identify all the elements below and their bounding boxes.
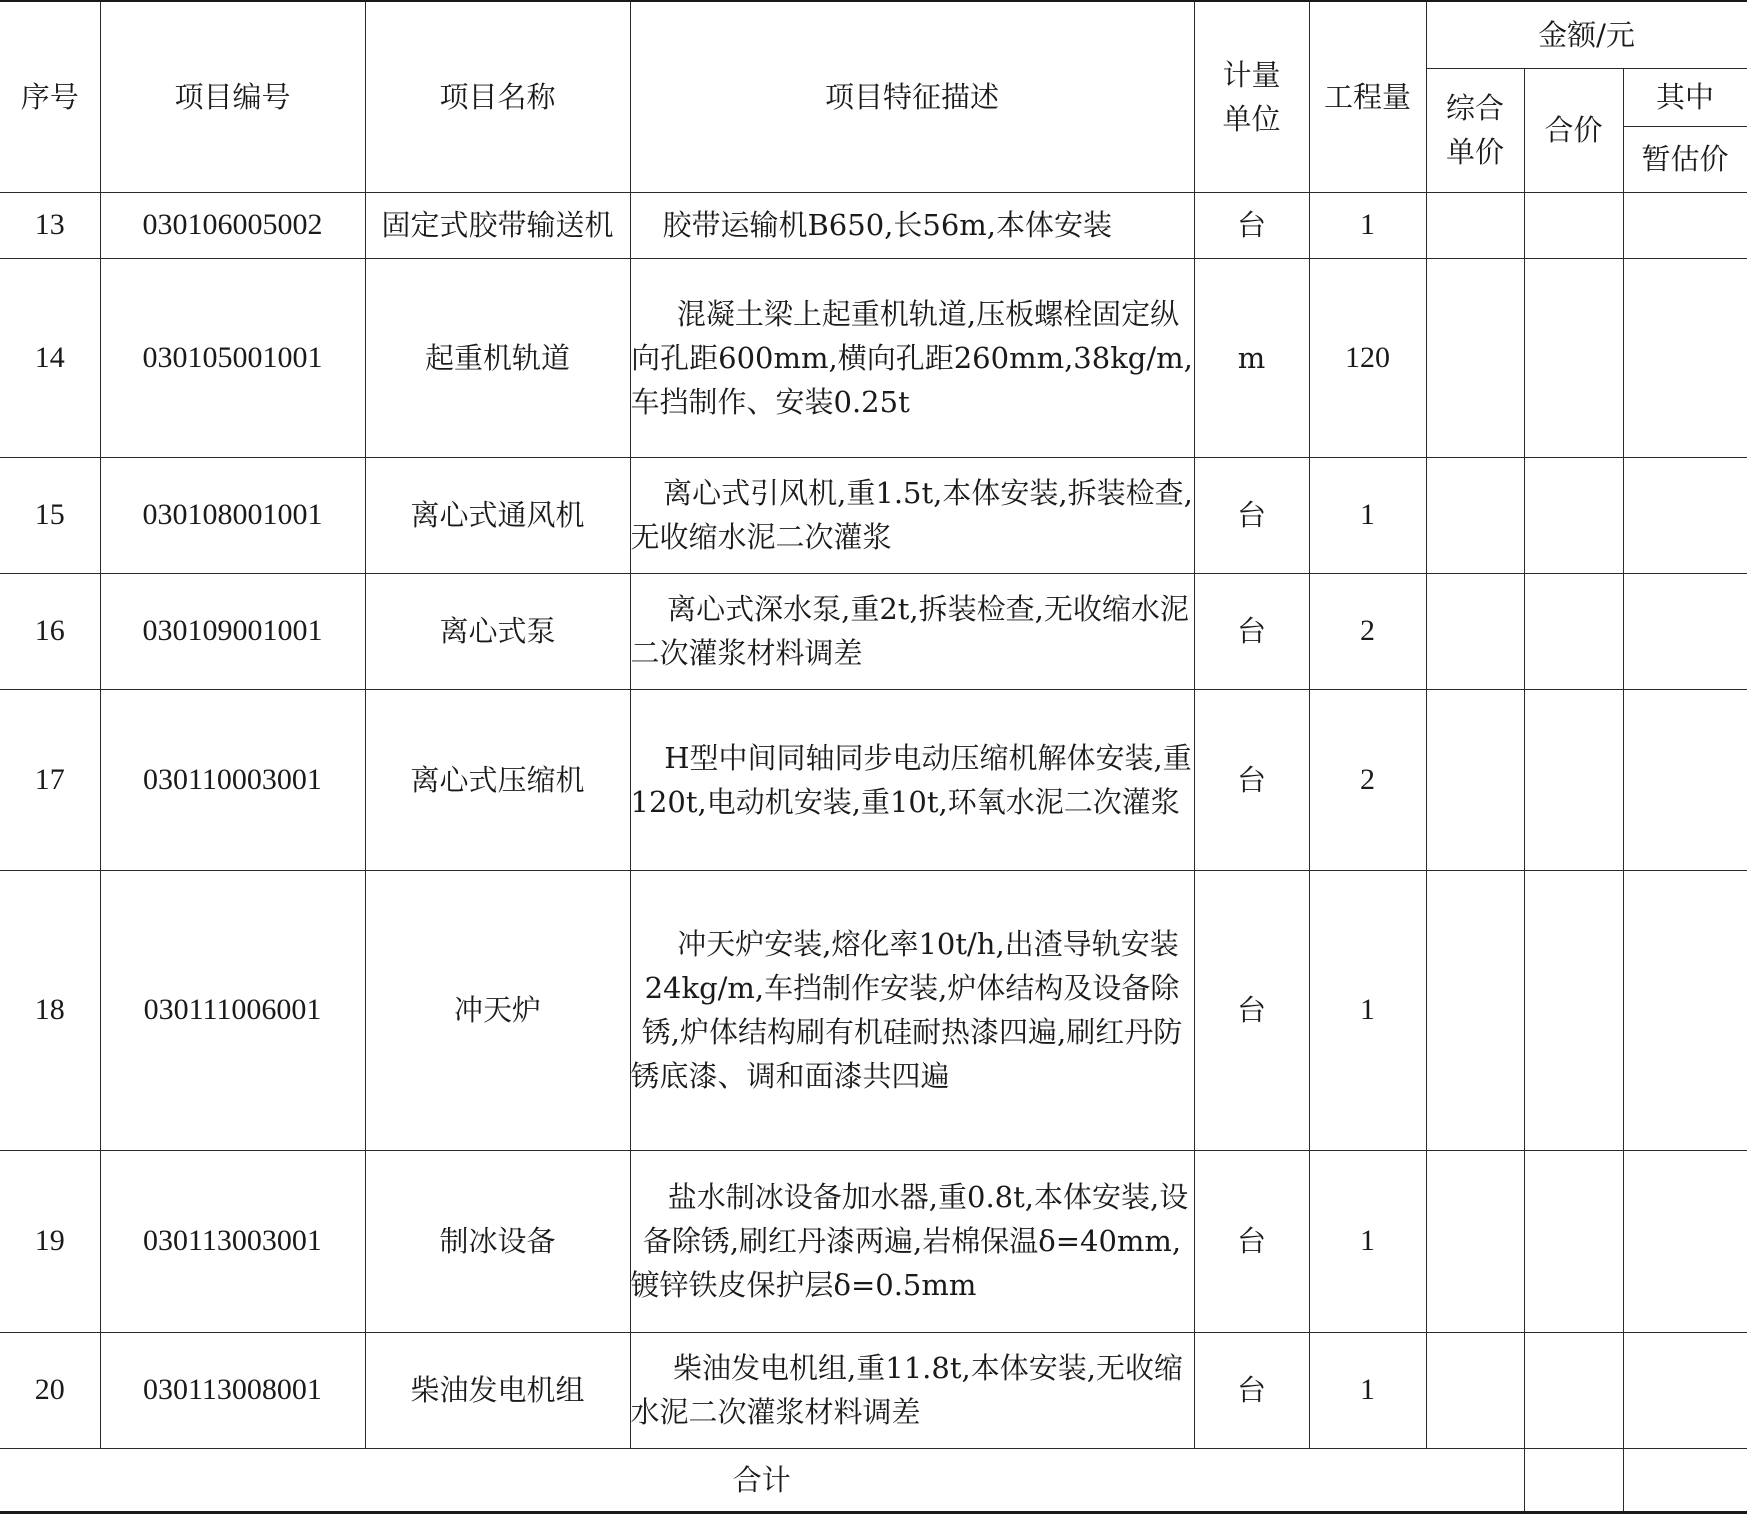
cell-code: 030110003001	[100, 689, 365, 870]
cell-description	[630, 1332, 1194, 1448]
total-row	[0, 1448, 1747, 1512]
cell-seq: 18	[0, 870, 100, 1150]
cell-unit: 台	[1194, 689, 1309, 870]
cell-total-price	[1524, 457, 1623, 573]
cell-quantity: 1	[1309, 457, 1426, 573]
cell-provisional	[1623, 1150, 1747, 1332]
cell-unit-price	[1426, 258, 1524, 457]
cell-total-price	[1524, 1150, 1623, 1332]
cell-total-price	[1524, 192, 1623, 258]
header-code: 项目编号	[100, 1, 365, 192]
table-row	[0, 258, 1747, 457]
description-text: 离心式引风机,重1.5t,本体安装,拆装检查,无收缩水泥二次灌浆	[630, 476, 1193, 554]
header-provisional: 暂估价	[1623, 126, 1747, 192]
header-quantity: 工程量	[1309, 1, 1426, 192]
cell-quantity: 2	[1309, 573, 1426, 689]
cell-unit-price	[1426, 192, 1524, 258]
cell-name: 固定式胶带输送机	[365, 192, 630, 258]
cell-quantity: 1	[1309, 1332, 1426, 1448]
cell-unit: 台	[1194, 192, 1309, 258]
cell-unit-price	[1426, 1150, 1524, 1332]
cell-name: 离心式通风机	[365, 457, 630, 573]
description-text: 混凝土梁上起重机轨道,压板螺栓固定纵向孔距600mm,横向孔距260mm,38kg/m,车挡制作、安装0.25t	[630, 296, 1193, 419]
cell-provisional	[1623, 1332, 1747, 1448]
header-unit-price-line2: 单价	[1445, 135, 1504, 169]
table-row	[0, 1150, 1747, 1332]
cell-quantity: 1	[1309, 1150, 1426, 1332]
cell-code: 030108001001	[100, 457, 365, 573]
cell-total-price	[1524, 689, 1623, 870]
cell-seq: 19	[0, 1150, 100, 1332]
cell-total-price	[1524, 1332, 1623, 1448]
cell-unit-price	[1426, 457, 1524, 573]
cell-description	[630, 573, 1194, 689]
cell-seq: 13	[0, 192, 100, 258]
description-text: 胶带运输机B650,长56m,本体安装	[662, 208, 1113, 242]
cell-seq: 16	[0, 573, 100, 689]
cell-seq: 20	[0, 1332, 100, 1448]
cell-unit: 台	[1194, 457, 1309, 573]
cell-provisional	[1623, 457, 1747, 573]
cell-provisional	[1623, 689, 1747, 870]
cell-total-price	[1524, 870, 1623, 1150]
cell-provisional	[1623, 870, 1747, 1150]
cell-unit-price	[1426, 573, 1524, 689]
header-of-which: 其中	[1623, 68, 1747, 126]
table-row	[0, 689, 1747, 870]
cell-seq: 14	[0, 258, 100, 457]
total-price-cell	[1524, 1448, 1623, 1512]
cell-unit: 台	[1194, 1150, 1309, 1332]
cell-provisional	[1623, 192, 1747, 258]
cell-code: 030111006001	[100, 870, 365, 1150]
cell-total-price	[1524, 573, 1623, 689]
header-unit	[1194, 1, 1309, 192]
cell-code: 030109001001	[100, 573, 365, 689]
cell-name: 起重机轨道	[365, 258, 630, 457]
cell-description	[630, 870, 1194, 1150]
cell-seq: 15	[0, 457, 100, 573]
cell-provisional	[1623, 258, 1747, 457]
description-text: 离心式深水泵,重2t,拆装检查,无收缩水泥二次灌浆材料调差	[630, 592, 1189, 670]
cell-description	[630, 192, 1194, 258]
cell-provisional	[1623, 573, 1747, 689]
cell-description	[630, 1150, 1194, 1332]
description-text: 柴油发电机组,重11.8t,本体安装,无收缩水泥二次灌浆材料调差	[630, 1351, 1183, 1429]
cell-quantity: 2	[1309, 689, 1426, 870]
total-provisional-cell	[1623, 1448, 1747, 1512]
cell-description	[630, 457, 1194, 573]
header-seq: 序号	[0, 1, 100, 192]
cell-name: 离心式泵	[365, 573, 630, 689]
header-unit-price	[1426, 68, 1524, 192]
total-label: 合计	[0, 1448, 1524, 1512]
description-text: 冲天炉安装,熔化率10t/h,出渣导轨安装24kg/m,车挡制作安装,炉体结构及设备除锈,炉体结构刷有机硅耐热漆四遍,刷红丹防锈底漆、调和面漆共四遍	[630, 927, 1183, 1093]
cell-name: 柴油发电机组	[365, 1332, 630, 1448]
cell-unit-price	[1426, 689, 1524, 870]
header-total-price: 合价	[1524, 68, 1623, 192]
cell-name: 离心式压缩机	[365, 689, 630, 870]
header-amount: 金额/元	[1426, 1, 1747, 68]
header-description: 项目特征描述	[630, 1, 1194, 192]
header-unit-price-line1: 综合	[1445, 91, 1504, 125]
cell-description	[630, 258, 1194, 457]
cell-unit: 台	[1194, 1332, 1309, 1448]
cell-unit-price	[1426, 1332, 1524, 1448]
cell-total-price	[1524, 258, 1623, 457]
table-row	[0, 192, 1747, 258]
cell-code: 030113003001	[100, 1150, 365, 1332]
table-row	[0, 870, 1747, 1150]
header-name: 项目名称	[365, 1, 630, 192]
cell-quantity: 1	[1309, 192, 1426, 258]
cell-description	[630, 689, 1194, 870]
cell-unit-price	[1426, 870, 1524, 1150]
cell-unit: 台	[1194, 870, 1309, 1150]
cell-seq: 17	[0, 689, 100, 870]
table-body	[0, 192, 1747, 1512]
cell-unit: m	[1194, 258, 1309, 457]
table-row	[0, 573, 1747, 689]
cell-code: 030113008001	[100, 1332, 365, 1448]
cell-name: 制冰设备	[365, 1150, 630, 1332]
cell-quantity: 1	[1309, 870, 1426, 1150]
table-header	[0, 1, 1747, 192]
header-unit-line1: 计量	[1222, 57, 1281, 92]
cell-code: 030105001001	[100, 258, 365, 457]
cell-name: 冲天炉	[365, 870, 630, 1150]
table-row	[0, 457, 1747, 573]
cell-code: 030106005002	[100, 192, 365, 258]
cell-quantity: 120	[1309, 258, 1426, 457]
cell-unit: 台	[1194, 573, 1309, 689]
description-text: 盐水制冰设备加水器,重0.8t,本体安装,设备除锈,刷红丹漆两遍,岩棉保温δ=40mm,镀锌铁皮保护层δ=0.5mm	[630, 1180, 1189, 1302]
header-unit-line2: 单位	[1222, 101, 1281, 136]
table-row	[0, 1332, 1747, 1448]
description-text: H型中间同轴同步电动压缩机解体安装,重120t,电动机安装,重10t,环氧水泥二次灌浆	[630, 740, 1192, 819]
